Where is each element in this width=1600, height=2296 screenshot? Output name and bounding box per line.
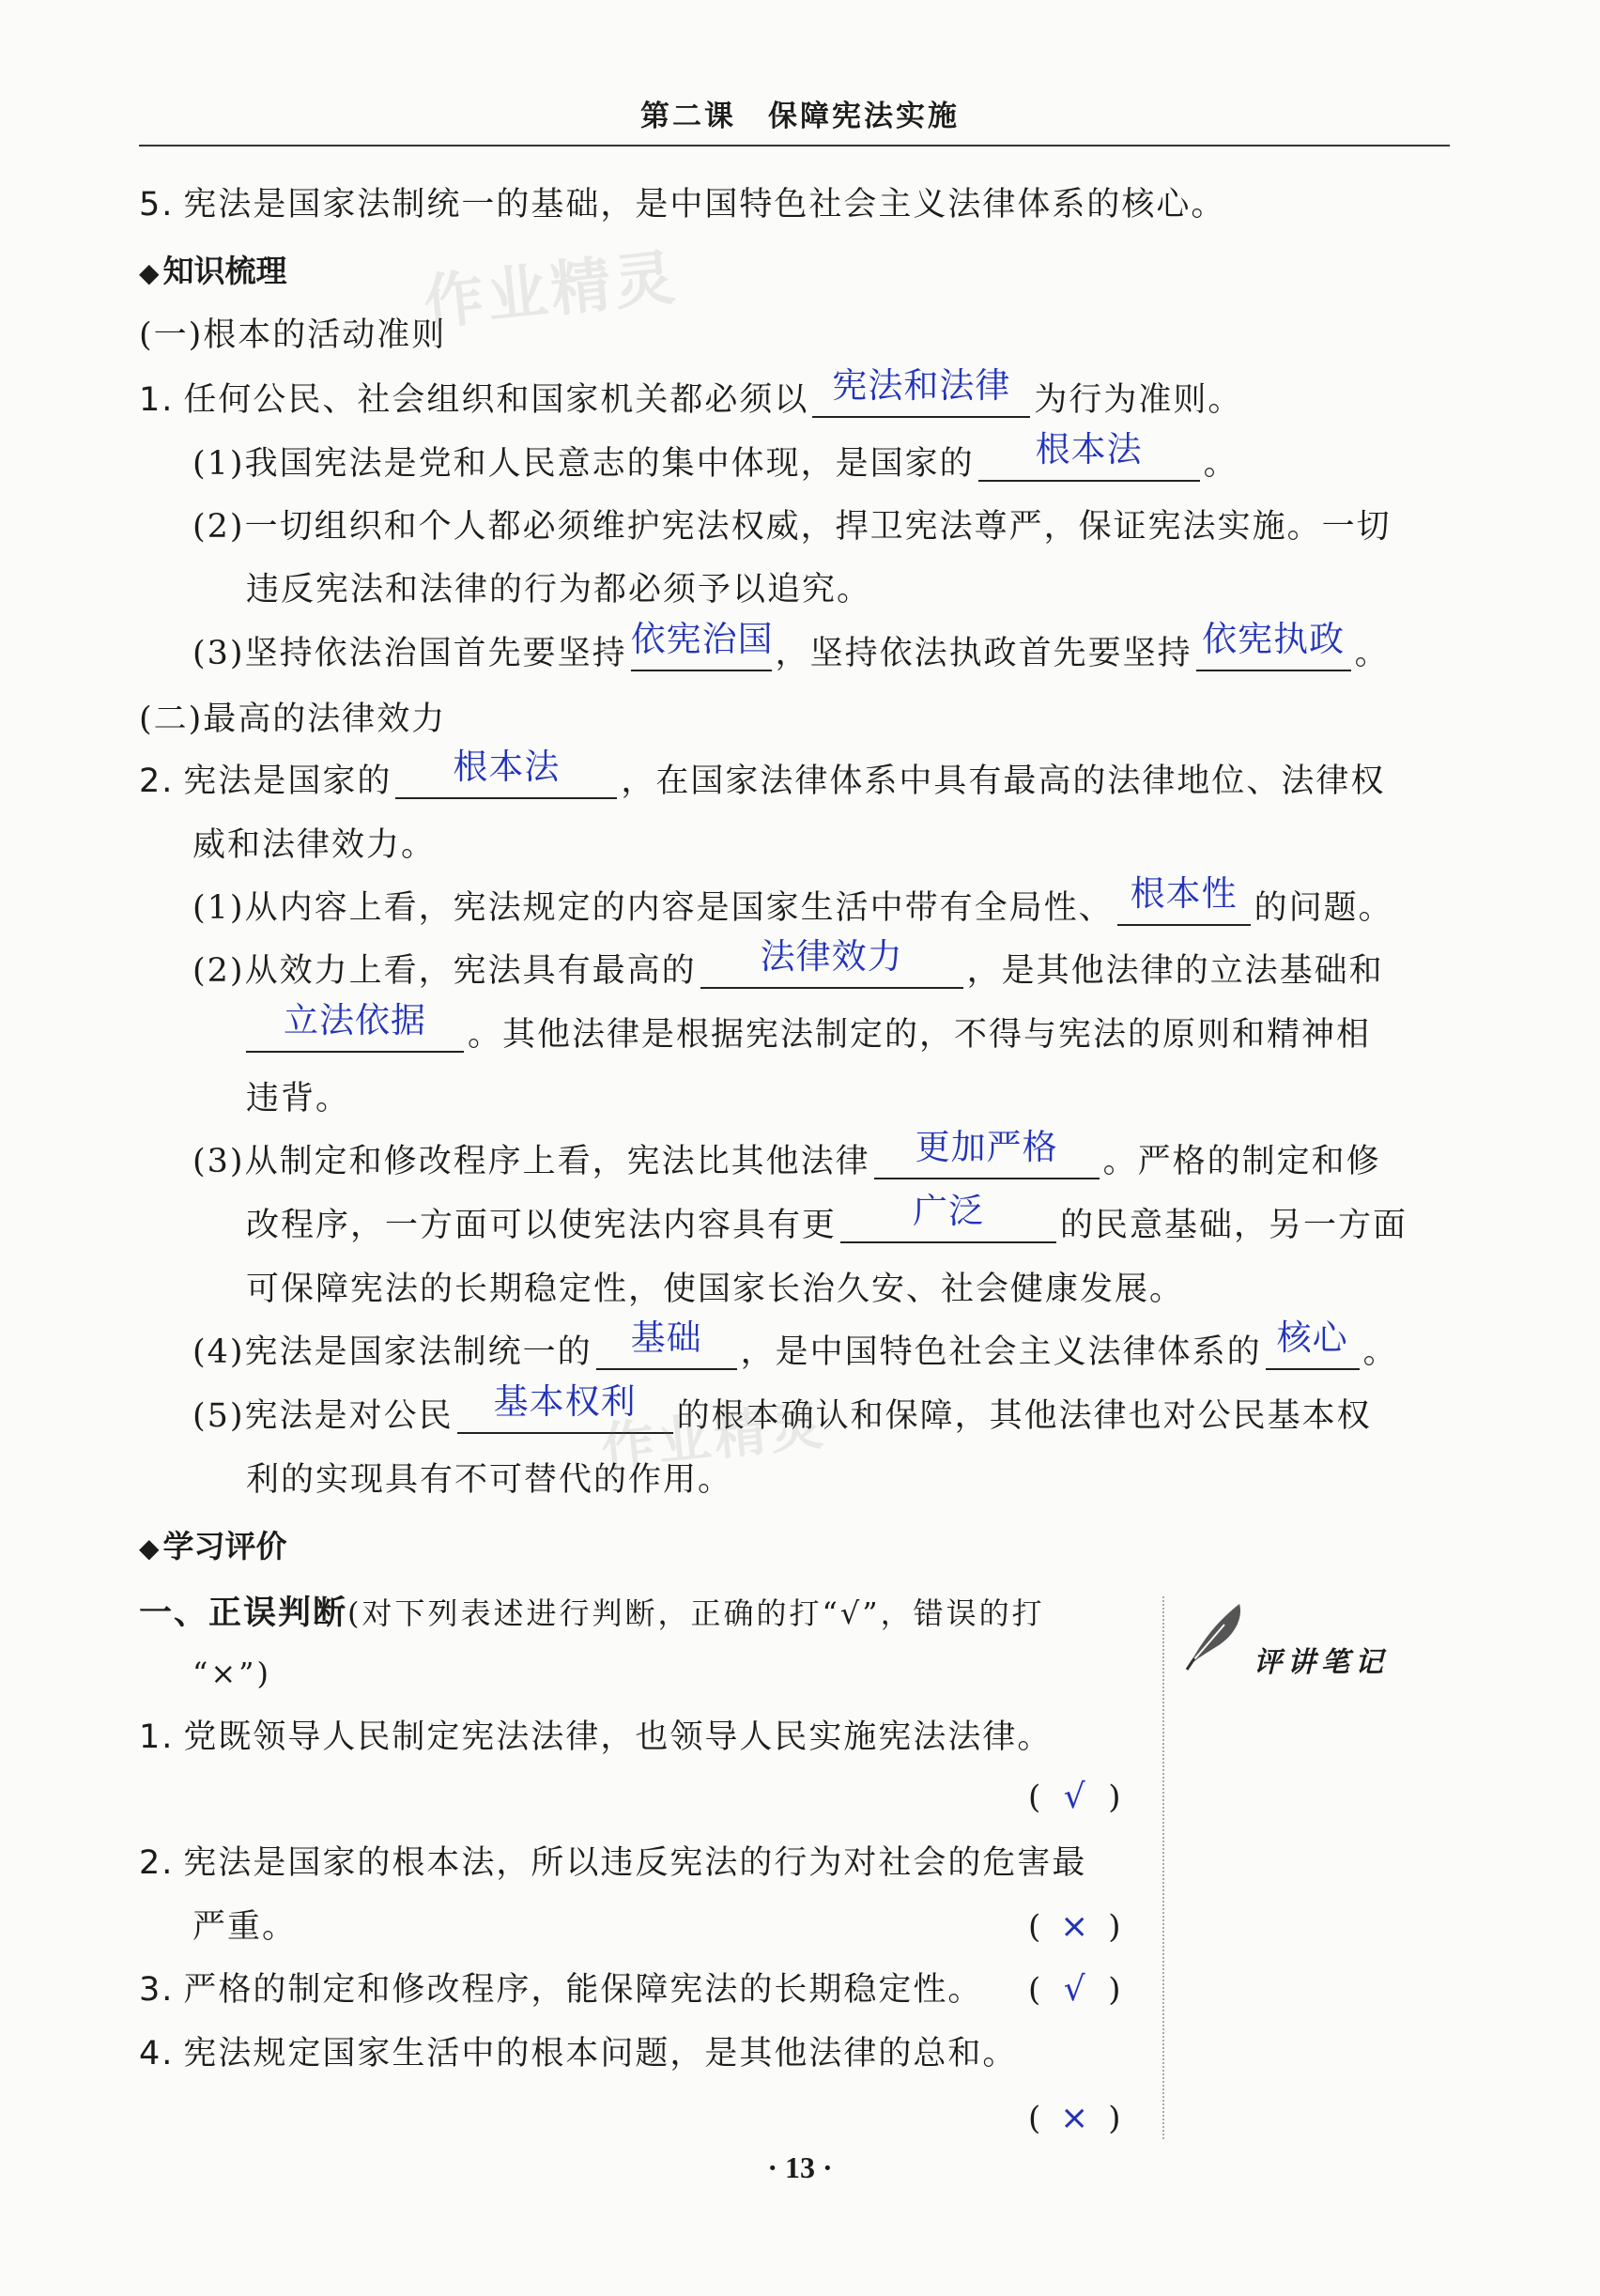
- q2-sub4-blank2[interactable]: [1266, 1318, 1360, 1370]
- q1-sub2-l1: (2)一切组织和个人都必须维护宪法权威，捍卫宪法尊严，保证宪法实施。一切: [192, 508, 1392, 546]
- cross-mark: ×: [1060, 1907, 1089, 1946]
- tf-instructions-l2: “×”): [192, 1656, 272, 1691]
- q2-sub3-l2: [246, 1191, 1408, 1248]
- tf-heading: [139, 1591, 1045, 1636]
- intro-line: [139, 182, 1225, 227]
- q2-sub5-l2: 利的实现具有不可替代的作用。: [246, 1461, 733, 1499]
- section-knowledge: [139, 250, 287, 295]
- q2-number: 2.: [139, 763, 175, 800]
- q2-text-end: ，在国家法律体系中具有最高的法律地位、法律权: [621, 763, 1386, 800]
- q2-sub1: [192, 873, 1393, 931]
- q2-sub3-l2-end: 的民意基础，另一方面: [1060, 1207, 1408, 1244]
- cross-mark: ×: [1060, 2099, 1089, 2137]
- q2-sub4: [192, 1318, 1398, 1375]
- answer-box-4[interactable]: [1028, 2096, 1121, 2141]
- q1-sub1-blank[interactable]: [978, 429, 1200, 482]
- q2-sub2-blank1[interactable]: [700, 936, 963, 989]
- paren-close: ): [1108, 1971, 1121, 2009]
- paren-open: (: [1028, 1908, 1041, 1946]
- part2-title: (二)最高的法律效力: [139, 701, 447, 738]
- tf-instructions: (对下列表述进行判断，正确的打“√”，错误的打: [347, 1595, 1045, 1631]
- handwritten-answer: 基本权利: [493, 1381, 637, 1422]
- handwritten-answer: 根本法: [453, 747, 561, 787]
- q1-sub3-blank1[interactable]: [630, 619, 774, 671]
- item-text: 党既领导人民制定宪法法律，也领导人民实施宪法法律。: [183, 1718, 1053, 1756]
- handwritten-answer: 根本性: [1130, 873, 1238, 914]
- q2-sub3-l2-text: 改程序，一方面可以使宪法内容具有更: [246, 1207, 838, 1244]
- q2-sub3-blank2[interactable]: [840, 1191, 1056, 1243]
- answer-box-2[interactable]: [1028, 1904, 1121, 1949]
- handwritten-answer: 基础: [630, 1318, 702, 1358]
- notes-label: 评讲笔记: [1254, 1646, 1389, 1679]
- q2-sub2-text: (2)从效力上看，宪法具有最高的: [192, 952, 697, 990]
- answer-box-1[interactable]: [1028, 1775, 1121, 1820]
- paren-close: ): [1108, 1779, 1121, 1816]
- page-number: · 13 ·: [767, 2150, 833, 2184]
- tf-item-1: [139, 1715, 1052, 1760]
- section-evaluation: [139, 1525, 287, 1570]
- quill-icon: [1181, 1596, 1256, 1672]
- item-number: 2.: [139, 1844, 175, 1882]
- item-number: 1.: [139, 1718, 175, 1756]
- handwritten-answer: 更加严格: [915, 1127, 1058, 1167]
- paren-close: ): [1108, 2100, 1121, 2137]
- q2-text: 宪法是国家的: [183, 763, 392, 800]
- q2-sub3-blank1[interactable]: [874, 1127, 1100, 1179]
- item-number: 3.: [139, 1971, 175, 2009]
- item-text: 宪法规定国家生活中的根本问题，是其他法律的总和。: [183, 2035, 1018, 2073]
- q1-line: [139, 365, 1243, 423]
- tf-item-4: [139, 2031, 1017, 2076]
- q2-sub4-text: (4)宪法是国家法制统一的: [192, 1333, 592, 1371]
- handwritten-answer: 宪法和法律: [832, 365, 1011, 406]
- paren-open: (: [1028, 1779, 1041, 1816]
- q2-sub5-end: 的根本确认和保障，其他法律也对公民基本权: [676, 1397, 1372, 1435]
- handwritten-answer: 核心: [1276, 1318, 1348, 1358]
- q2-sub1-end: 的问题。: [1254, 889, 1393, 927]
- q2-sub2-mid: ，是其他法律的立法基础和: [966, 952, 1384, 990]
- q2-sub4-end: 。: [1362, 1333, 1398, 1371]
- q1-number: 1.: [139, 381, 175, 419]
- q2-sub3-l3: 可保障宪法的长期稳定性，使国家长治久安、社会健康发展。: [246, 1271, 1185, 1308]
- q2-sub3-end: 。严格的制定和修: [1102, 1143, 1381, 1180]
- q2-line2: 威和法律效力。: [192, 826, 437, 864]
- q2-sub3: [192, 1127, 1381, 1184]
- q2-sub1-text: (1)从内容上看，宪法规定的内容是国家生活中带有全局性、: [192, 889, 1114, 927]
- check-mark: √: [1063, 1778, 1085, 1816]
- paren-open: (: [1028, 1971, 1041, 2009]
- item-text: 严格的制定和修改程序，能保障宪法的长期稳定性。: [183, 1971, 983, 2009]
- q1-sub3-mid: ，坚持依法执政首先要坚持: [775, 635, 1192, 672]
- section-title: 知识梳理: [162, 253, 287, 289]
- check-mark: √: [1063, 1970, 1085, 2009]
- q1-sub3-blank2[interactable]: [1196, 619, 1351, 671]
- intro-text: 宪法是国家法制统一的基础，是中国特色社会主义法律体系的核心。: [183, 186, 1226, 223]
- q1-sub3: [192, 619, 1390, 676]
- part1-title: (一)根本的活动准则: [139, 316, 447, 354]
- handwritten-answer: 根本法: [1035, 429, 1143, 470]
- tf-head: 一、正误判断: [139, 1595, 348, 1632]
- q1-blank[interactable]: [812, 365, 1030, 418]
- tf-item-3: [139, 1967, 982, 2012]
- q2-blank[interactable]: [395, 747, 617, 799]
- q2-sub5-text: (5)宪法是对公民: [192, 1397, 454, 1435]
- q2-line: [139, 747, 1386, 804]
- section-title: 学习评价: [162, 1528, 287, 1564]
- diamond-icon: ◆: [139, 1533, 160, 1564]
- watermark: 作业精灵: [598, 1395, 830, 1480]
- item-number: 4.: [139, 2035, 175, 2073]
- diamond-icon: ◆: [139, 257, 160, 288]
- answer-box-3[interactable]: [1028, 1967, 1121, 2012]
- q2-sub3-text: (3)从制定和修改程序上看，宪法比其他法律: [192, 1143, 870, 1180]
- q2-sub1-blank[interactable]: [1117, 873, 1251, 926]
- q1-sub3-end: 。: [1354, 635, 1390, 672]
- q1-text-end: 为行为准则。: [1034, 381, 1243, 419]
- q2-sub2-l2-text: 。其他法律是根据宪法制定的，不得与宪法的原则和精神相: [468, 1016, 1372, 1054]
- paren-close: ): [1108, 1908, 1121, 1946]
- paren-open: (: [1028, 2100, 1041, 2137]
- q2-sub2-l2: [246, 1000, 1372, 1057]
- handwritten-answer: 广泛: [913, 1191, 985, 1231]
- notes-divider: [1162, 1596, 1164, 2139]
- page-header: [0, 92, 1600, 139]
- tf-item-2-l2: 严重。: [192, 1908, 298, 1946]
- watermark: 作业精灵: [420, 242, 682, 339]
- lesson-label: 第二课: [640, 100, 736, 133]
- handwritten-answer: 立法依据: [284, 1000, 426, 1040]
- q1-text: 任何公民、社会组织和国家机关都必须以: [183, 381, 809, 419]
- handwritten-answer: 依宪执政: [1202, 619, 1346, 659]
- q2-sub4-mid: ，是中国特色社会主义法律体系的: [740, 1333, 1262, 1371]
- q1-sub1-end: 。: [1203, 445, 1238, 483]
- q1-sub2-l2: 违反宪法和法律的行为都必须予以追究。: [246, 571, 872, 609]
- intro-number: 5.: [139, 186, 175, 223]
- lesson-title: 保障宪法实施: [768, 100, 960, 133]
- q2-sub4-blank1[interactable]: [596, 1318, 737, 1370]
- tf-item-2: [139, 1841, 1086, 1886]
- q1-sub3-text: (3)坚持依法治国首先要坚持: [192, 635, 627, 672]
- q2-sub2: [192, 936, 1384, 994]
- q2-sub2-blank2[interactable]: [246, 1000, 464, 1053]
- q2-sub2-l3: 违背。: [246, 1080, 351, 1117]
- q1-sub1-text: (1)我国宪法是党和人民意志的集中体现，是国家的: [192, 445, 975, 483]
- handwritten-answer: 法律效力: [760, 936, 903, 977]
- header-rule: [139, 145, 1450, 146]
- item-text: 宪法是国家的根本法，所以违反宪法的行为对社会的危害最: [183, 1844, 1087, 1882]
- handwritten-answer: 依宪治国: [630, 619, 774, 659]
- q1-sub1: [192, 429, 1238, 486]
